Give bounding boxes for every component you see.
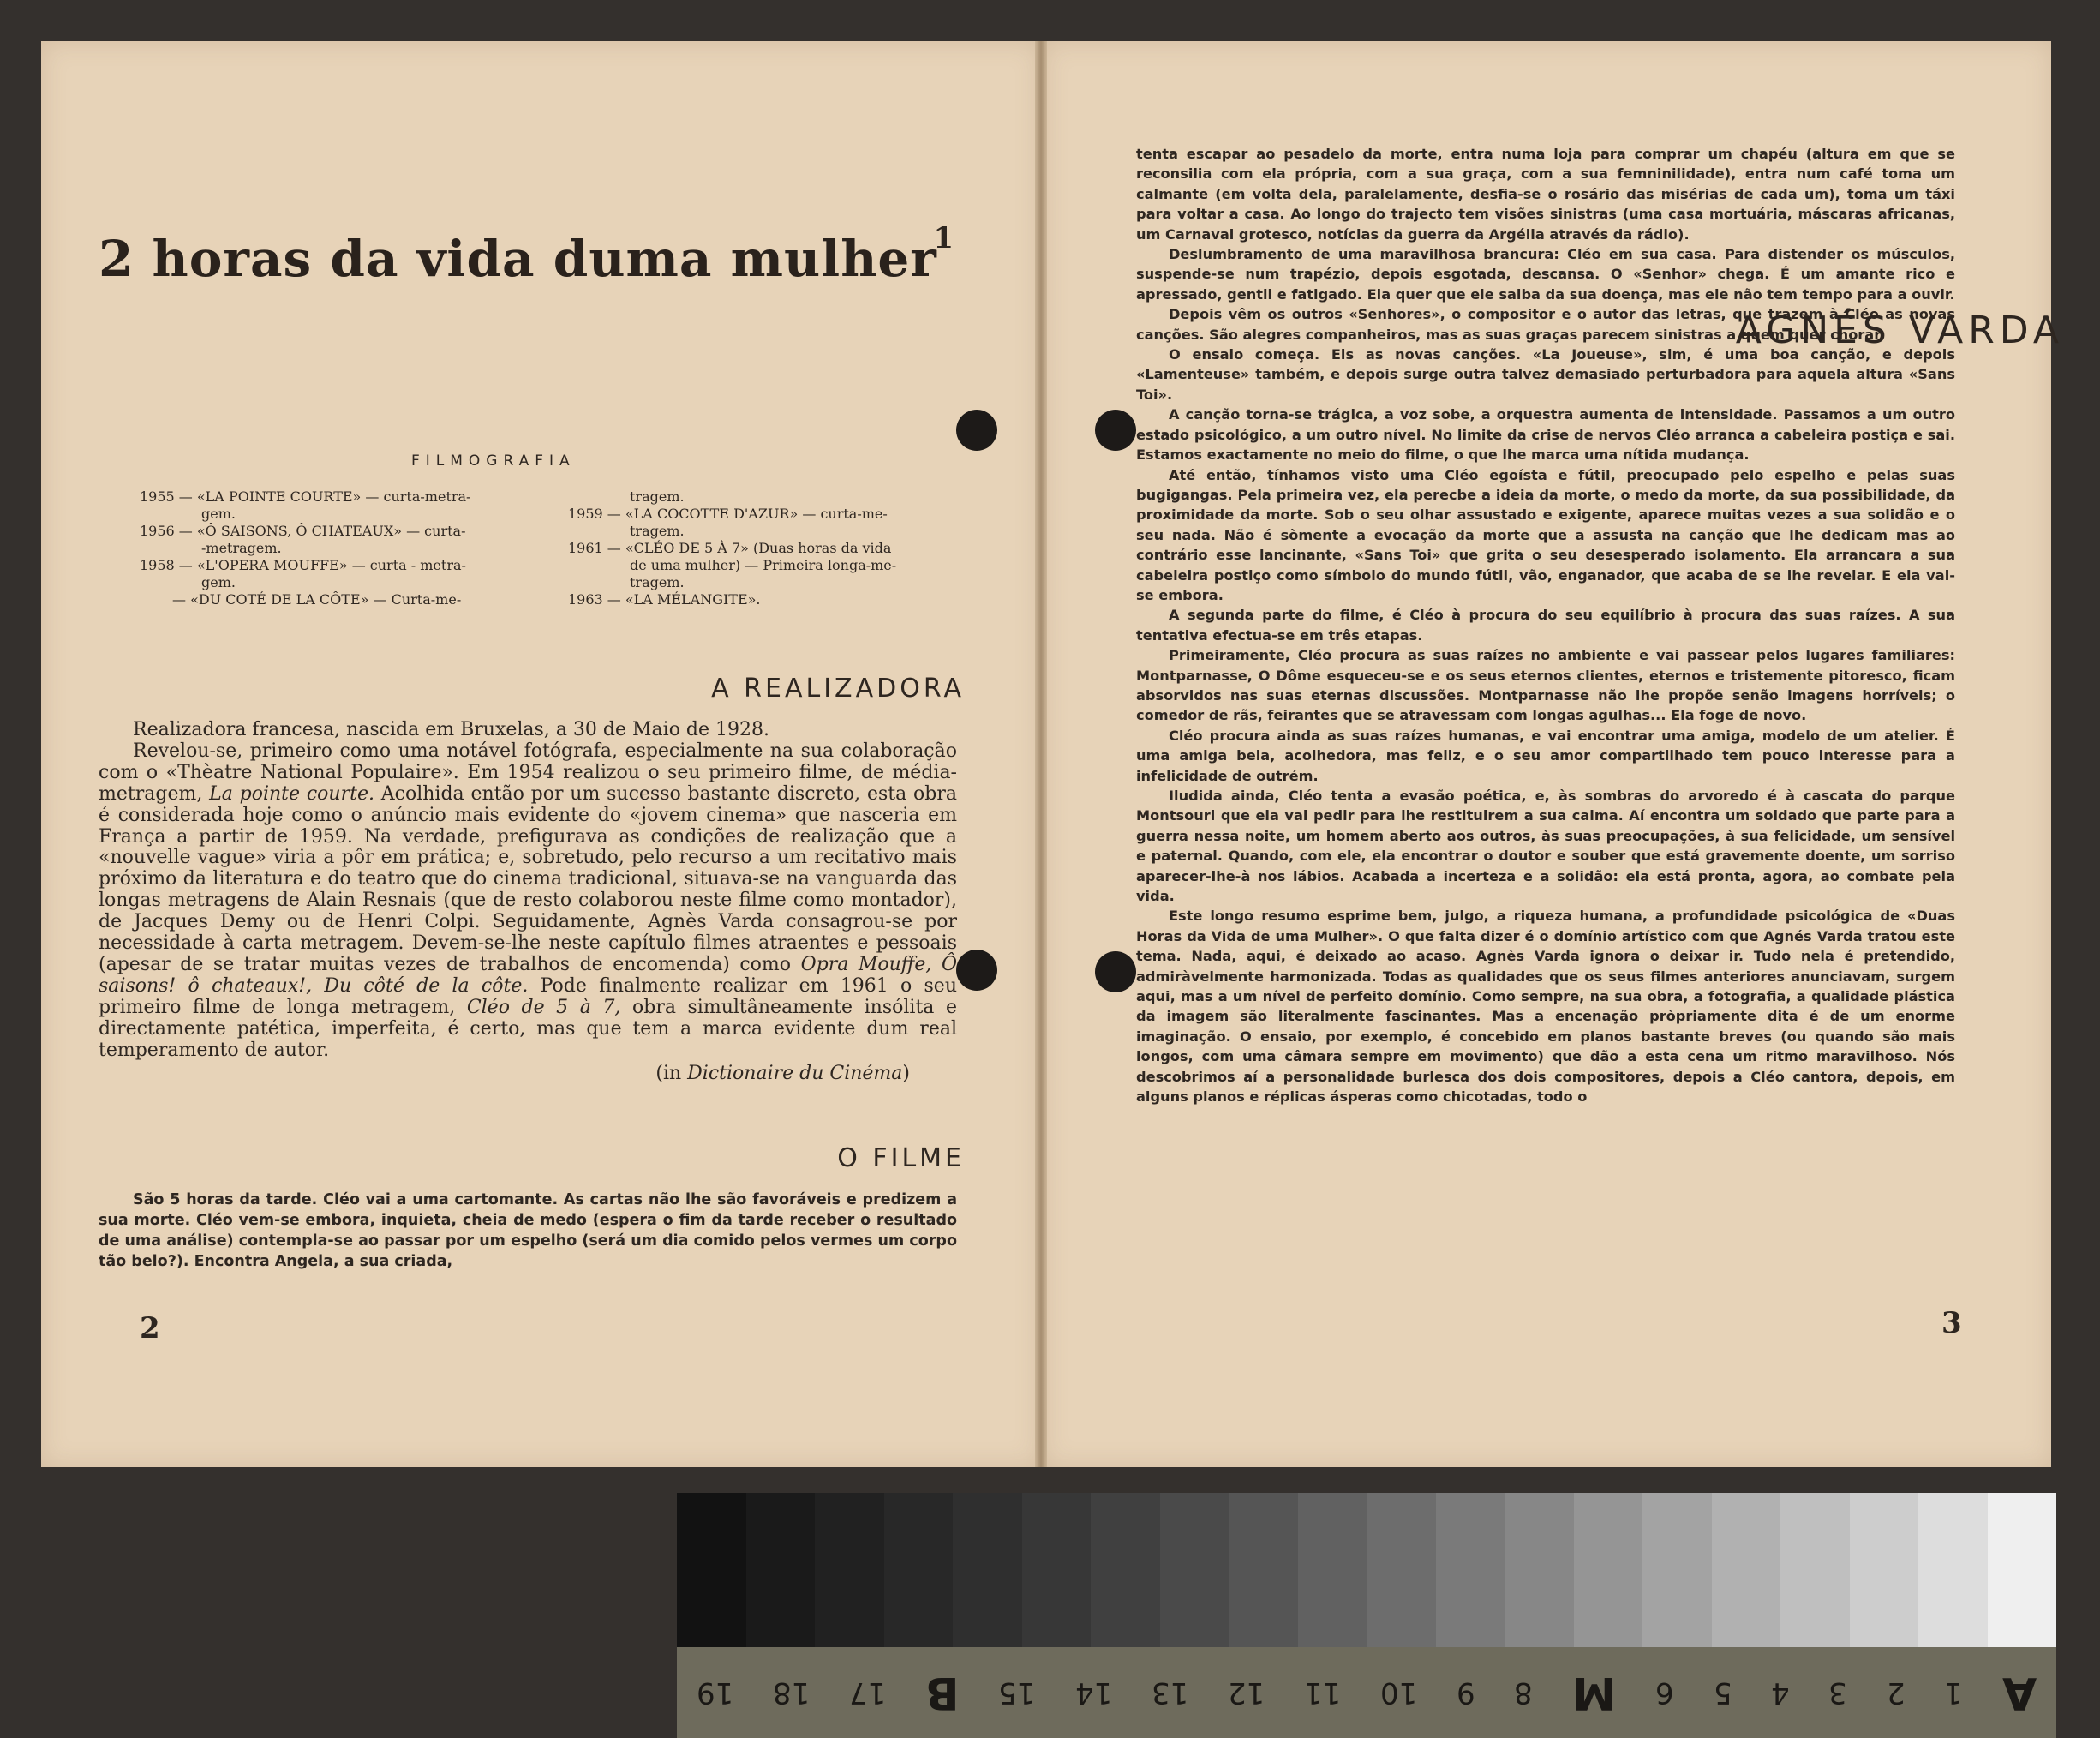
scale-label: 11 xyxy=(1303,1675,1341,1710)
scale-label: 19 xyxy=(696,1675,734,1710)
synopsis-paragraph: Depois vêm os outros «Senhores», o compositor e o autor das letras, que trazem à Cléo as novas canções. São alegres companheiros, mas as suas graças parecem sinistras a quem quer chorar. xyxy=(1136,306,1955,343)
filmography-line: 1956 — «Ô SAISONS, Ô CHATEAUX» — curta- xyxy=(140,523,466,539)
section-heading-film: O FILME xyxy=(837,1143,965,1173)
section-heading-director: A REALIZADORA xyxy=(711,674,965,704)
gray-swatch xyxy=(884,1493,954,1647)
synopsis-paragraph: Este longo resumo esprime bem, julgo, a riqueza humana, a profundidade psicológica de «Duas Horas da Vida de uma Mulher». O que falta dizer é o domínio artístico com que Agnés Varda tratou este tema. Nada, aqui, é deixado ao acaso. Agnès Varda ignora o deixar ir. Tudo nela é pretendido, admiràvelmente harmonizada. Todas as qualidades que os seus filmes anteriores anunciavam, surgem aqui, mas a um nível de perfeito domínio. Como sempre, na sua obra, a fotografia, a qualidade plástica da imagem são literalmente fascinantes. Mas a encenação pròpriamente dita é de um enorme imaginação. O ensaio, por exemplo, é concebido em planos bastante breves (ou quando são mais longos, com uma câmara sempre em movimento) que dão a esta cena um ritmo maravilhoso. Nós descobrimos aí a personalidade burlesca dos dois compositores, depois a Cléo cantora, depois, em alguns planos e réplicas ásperas como chicotadas, todo o xyxy=(1136,908,1955,1106)
grayscale-calibration-card xyxy=(677,1493,2056,1738)
filmography-line: 1961 — «CLÉO DE 5 À 7» (Duas horas da vida xyxy=(568,540,892,556)
synopsis-paragraph: São 5 horas da tarde. Cléo vai a uma cartomante. As cartas não lhe são favoráveis e predizem a sua morte. Cléo vem-se embora, inquieta, cheia de medo (espera o fim da tarde receber o resultado de uma análise) contempla-se ao passar por um espelho (será um dia comido pelos vermes um corpo tão belo?). Encontra Angela, a sua criada, xyxy=(99,1191,957,1270)
filmography-line: gem. xyxy=(201,506,236,522)
scale-label: 5 xyxy=(1713,1675,1732,1710)
scale-label: 3 xyxy=(1828,1675,1848,1710)
filmography-line: tragem. xyxy=(630,574,685,590)
page-number-right: 3 xyxy=(1941,1306,1962,1340)
gray-swatch xyxy=(1574,1493,1643,1647)
filmography-line: 1958 — «L'OPERA MOUFFE» — curta - metra- xyxy=(140,557,466,573)
gray-swatch xyxy=(1298,1493,1367,1647)
gray-swatch xyxy=(1712,1493,1781,1647)
scale-label: A xyxy=(2001,1667,2037,1718)
gray-swatch xyxy=(953,1493,1022,1647)
scale-label: 18 xyxy=(772,1675,811,1710)
gray-swatch xyxy=(1091,1493,1160,1647)
scale-label: 12 xyxy=(1227,1675,1265,1710)
gray-swatch xyxy=(1229,1493,1298,1647)
filmography-line: 1955 — «LA POINTE COURTE» — curta-metra- xyxy=(140,488,471,505)
scale-label: M xyxy=(1571,1667,1617,1718)
synopsis-paragraph: Deslumbramento de uma maravilhosa brancura: Cléo em sua casa. Para distender os músculos, suspende-se num trapézio, depois esgotada, descansa. O «Senhor» chega. É um amante rico e apressado, gentil e fatigado. Ela quer que ele saiba da sua doença, mas ele não tem tempo para a ouvir. xyxy=(1136,246,1955,303)
filmography-line: gem. xyxy=(201,574,236,590)
punch-hole xyxy=(1095,951,1136,992)
film-title: La pointe courte. xyxy=(209,782,374,805)
grayscale-swatches xyxy=(677,1493,2056,1647)
filmography-line: -metragem. xyxy=(201,540,282,556)
scale-label: 15 xyxy=(998,1675,1036,1710)
scale-label: 2 xyxy=(1886,1675,1906,1710)
filmography-line: — «DU COTÉ DE LA CÔTE» — Curta-me- xyxy=(172,591,462,608)
director-biography xyxy=(99,720,957,1084)
film-synopsis-continued xyxy=(1136,144,1955,1107)
filmography-line: 1959 — «LA COCOTTE D'AZUR» — curta-me- xyxy=(568,506,888,522)
synopsis-paragraph: O ensaio começa. Eis as novas canções. «La Joueuse», sim, é uma boa canção, e depois «Lamenteuse» também, e depois surge outra talvez demasiado perturbadora para aquela altura «Sans Toi». xyxy=(1136,346,1955,403)
filmography-line: tragem. xyxy=(630,488,685,505)
synopsis-paragraph: Primeiramente, Cléo procura as suas raízes no ambiente e vai passear pelos lugares familiares: Montparnasse, O Dôme esqueceu-se e os seus eternos clientes, eternos e tristemente pitoresco, ficam absorvidos nas suas eternas discussões. Montparnasse não lhe propõe senão imagens horríveis; o comedor de rãs, feirantes que se atravessam com longas agulhas... Ela foge de novo. xyxy=(1136,647,1955,724)
gray-swatch xyxy=(1160,1493,1229,1647)
scale-label: 4 xyxy=(1770,1675,1790,1710)
gray-swatch xyxy=(1022,1493,1092,1647)
bio-source-citation: (in Dictionaire du Cinéma) xyxy=(655,1062,910,1084)
punch-hole xyxy=(956,410,997,451)
scale-label: 13 xyxy=(1151,1675,1188,1710)
gray-swatch xyxy=(1780,1493,1850,1647)
synopsis-paragraph: Iludida ainda, Cléo tenta a evasão poética, e, às sombras do arvoredo é à cascata do parque Montsouri que ela vai pedir para lhe restituirem a sua calma. Aí encontra um soldado que parte para a guerra nessa noite, um homem aberto aos outros, às suas preocupações, à sua felicidade, um sensível e paternal. Quando, com ele, ela encontrar o doutor e souber que está gravemente doente, um sorriso aparecer-lhe-à nos lábios. Acabada a incerteza e a solidão: ela está pronta, agora, ao combate pela vida. xyxy=(1136,788,1955,905)
author-name: AGNÉS VARDA xyxy=(1735,309,2064,352)
gray-swatch xyxy=(1642,1493,1712,1647)
calibration-scale xyxy=(677,1647,2056,1738)
book-spine xyxy=(1035,41,1047,1467)
gray-swatch xyxy=(1367,1493,1436,1647)
scale-label: 14 xyxy=(1074,1675,1112,1710)
film-synopsis-start xyxy=(99,1190,957,1272)
gray-swatch xyxy=(815,1493,884,1647)
gray-swatch xyxy=(1436,1493,1505,1647)
gray-swatch xyxy=(677,1493,746,1647)
scale-label: 1 xyxy=(1944,1675,1963,1710)
gray-swatch xyxy=(1505,1493,1574,1647)
scale-label: 17 xyxy=(848,1675,887,1710)
page-title: 2 horas da vida duma mulher xyxy=(99,230,937,288)
gray-swatch xyxy=(1918,1493,1988,1647)
scale-label: 6 xyxy=(1655,1675,1674,1710)
film-title: Opra Mouffe, Ô saisons! ô chateaux!, Du côté de la côte. xyxy=(99,953,957,997)
synopsis-paragraph: A segunda parte do filme, é Cléo à procura do seu equilíbrio à procura das suas raízes. A sua tentativa efectua-se em três etapas. xyxy=(1136,607,1955,644)
synopsis-paragraph: A canção torna-se trágica, a voz sobe, a orquestra aumenta de intensidade. Passamos a um outro estado psicológico, a um outro nível. No limite da crise de nervos Cléo arranca a cabeleira postiça e sai. Estamos exactamente no meio do filme, o que lhe marca uma nítida mudança. xyxy=(1136,406,1955,464)
bio-paragraph: Revelou-se, primeiro como uma notável fotógrafa, especialmente na sua colaboração com o «Thèatre National Populaire». Em 1954 realizou o seu primeiro filme, de média-metragem, La pointe courte. Acolhida então por um sucesso bastante discreto, esta obra é considerada hoje como o anúncio mais evidente do «jovem cinema» que nasceria em França a partir de 1959. Na verdade, prefigurava as condições de realização que a «nouvelle vague» viria a pôr em prática; e, sobretudo, pelo recurso a um recitativo mais próximo da literatura e do teatro que do cinema tradicional, situava-se na vanguarda das longas metragens de Alain Resnais (que de resto colaborou neste filme como montador), de Jacques Demy ou de Henri Colpi. Seguidamente, Agnès Varda consagrou-se por necessidade à carta metragem. Devem-se-lhe neste capítulo filmes atraentes e pessoais (apesar de se tratar muitas vezes de trabalhos de encomenda) como Opra Mouffe, Ô saisons! ô chateaux!, Du côté de la côte. Pode finalmente realizar em 1961 o seu primeiro filme de longa metragem, Cléo de 5 à 7, obra simultâneamente insólita e directamente patética, imperfeita, é certo, mas que tem a marca evidente dum real temperamento de autor. xyxy=(99,740,958,1061)
synopsis-paragraph: Cléo procura ainda as suas raízes humanas, e vai encontrar uma amiga, modelo de um atelier. É uma amiga bela, acolhedora, mas feliz, e o seu amor compartilhado tem pouco interesse para a infelicidade de outrém. xyxy=(1136,727,1955,784)
punch-hole xyxy=(956,950,997,991)
film-title: Cléo de 5 à 7, xyxy=(466,996,621,1018)
page-number-top: 1 xyxy=(933,221,954,255)
filmography-column-2 xyxy=(568,488,962,608)
scale-label: 9 xyxy=(1456,1675,1475,1710)
page-number-bottom: 2 xyxy=(140,1311,160,1345)
filmography-heading: FILMOGRAFIA xyxy=(411,452,576,470)
punch-hole xyxy=(1095,410,1136,451)
synopsis-paragraph: tenta escapar ao pesadelo da morte, entra numa loja para comprar um chapéu (altura em que se reconsilia com ela própria, com a sua graça, com a sua femninilidade), entra num café toma um calmante (em volta dela, paralelamente, desfia-se o rosário das misérias de cada um), toma um táxi para voltar a casa. Ao longo do trajecto tem visões sinistras (uma casa mortuária, máscaras africanas, um Carnaval grotesco, notícias da guerra da Argélia através da rádio). xyxy=(1136,146,1955,243)
gray-swatch xyxy=(1850,1493,1919,1647)
gray-swatch xyxy=(746,1493,816,1647)
gray-swatch xyxy=(1988,1493,2057,1647)
bio-paragraph: Realizadora francesa, nascida em Bruxelas, a 30 de Maio de 1928. xyxy=(133,719,770,740)
synopsis-paragraph: Até então, tínhamos visto uma Cléo egoísta e fútil, preocupado pelo espelho e pelas suas bugigangas. Pela primeira vez, ela perecbe a ideia da morte, o medo da morte, da sua possibilidade, da proximidade da morte. Sob o seu olhar assustado e exigente, aparece muitas vezes a sua solidão e o seu nada. Não é sòmente a evocação da morte que a assusta na canção que lhe dedicam mas ao contrário esse lancinante, «Sans Toi» que grita o seu desesperado isolamento. Ela arrancara a sua cabeleira postiço como símbolo do mundo fútil, vão, enganador, que acaba de se lhe revelar. E ela vai-se embora. xyxy=(1136,466,1955,603)
scale-label: 8 xyxy=(1514,1675,1533,1710)
scale-label: B xyxy=(925,1667,960,1718)
filmography-line: 1963 — «LA MÉLANGITE». xyxy=(568,591,761,608)
scale-label: 10 xyxy=(1379,1675,1417,1710)
filmography-line: de uma mulher) — Primeira longa-me- xyxy=(630,557,897,573)
filmography-column-1 xyxy=(140,488,534,608)
filmography-line: tragem. xyxy=(630,523,685,539)
